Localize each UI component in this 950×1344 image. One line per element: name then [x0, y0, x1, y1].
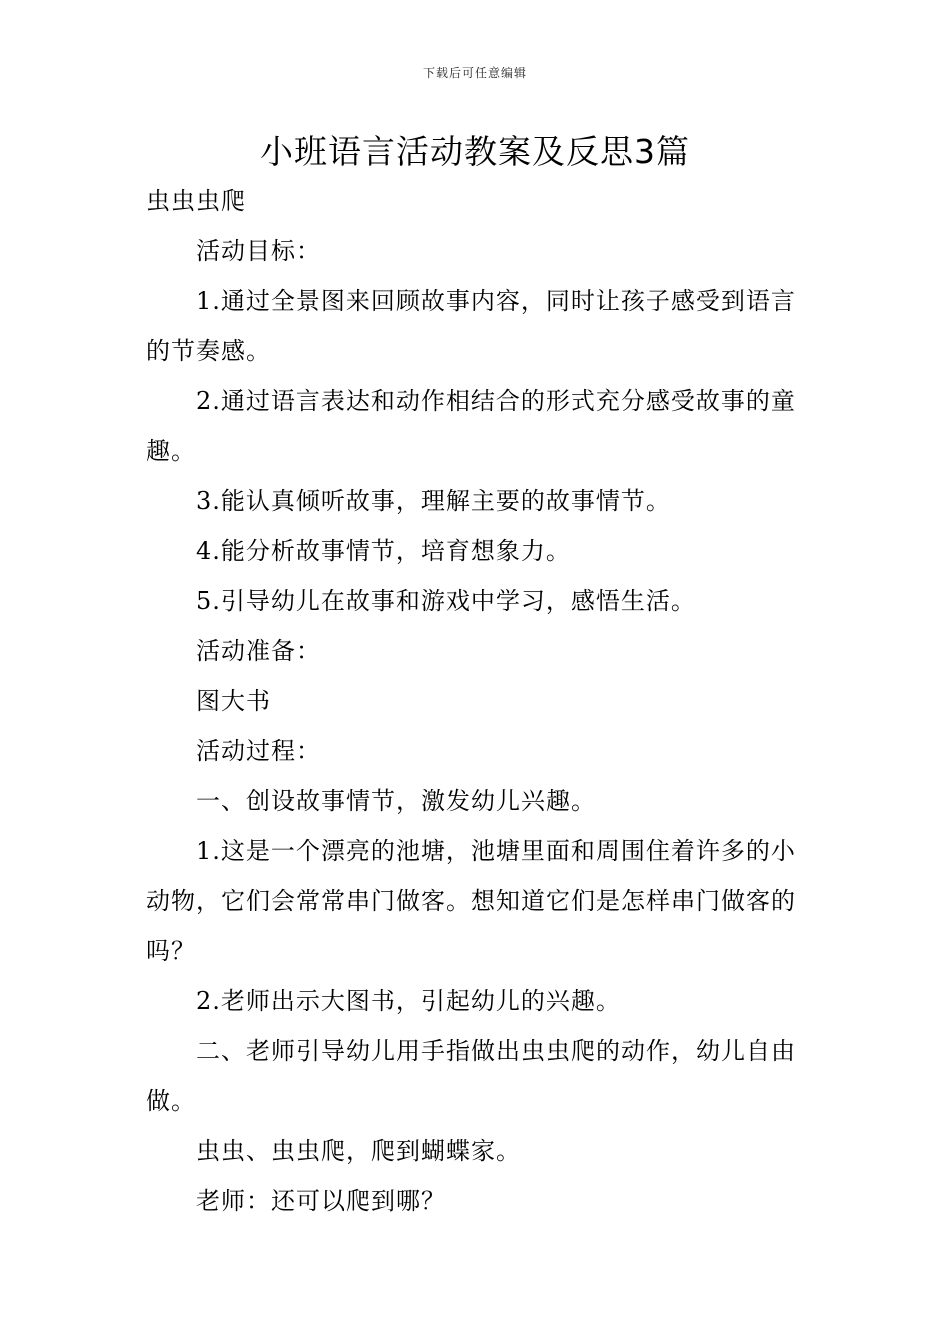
paragraph: 4.能分析故事情节，培育想象力。 — [196, 537, 571, 565]
paragraph: 2.通过语言表达和动作相结合的形式充分感受故事的童趣。 — [146, 387, 796, 465]
paragraph: 5.引导幼儿在故事和游戏中学习，感悟生活。 — [196, 587, 696, 615]
paragraph: 活动目标： — [196, 237, 321, 265]
paragraph: 虫虫虫爬 — [146, 187, 246, 215]
document-body — [146, 176, 810, 1226]
paragraph: 2.老师出示大图书，引起幼儿的兴趣。 — [196, 987, 621, 1015]
paragraph: 活动过程： — [196, 737, 321, 765]
page-header: 下载后可任意编辑 — [422, 66, 527, 80]
paragraph: 3.能认真倾听故事，理解主要的故事情节。 — [196, 487, 671, 515]
paragraph: 1.通过全景图来回顾故事内容，同时让孩子感受到语言的节奏感。 — [146, 287, 796, 365]
paragraph: 老师：还可以爬到哪？ — [196, 1187, 446, 1215]
paragraph: 二、老师引导幼儿用手指做出虫虫爬的动作，幼儿自由做。 — [146, 1037, 796, 1115]
paragraph: 图大书 — [196, 687, 271, 715]
paragraph: 1.这是一个漂亮的池塘，池塘里面和周围住着许多的小动物，它们会常常串门做客。想知道它们是怎样串门做客的吗？ — [146, 837, 796, 965]
document-title: 小班语言活动教案及反思3篇 — [260, 132, 690, 171]
paragraph: 活动准备： — [196, 637, 321, 665]
paragraph: 虫虫、虫虫爬，爬到蝴蝶家。 — [196, 1137, 521, 1165]
paragraph: 一、创设故事情节，激发幼儿兴趣。 — [196, 787, 596, 815]
